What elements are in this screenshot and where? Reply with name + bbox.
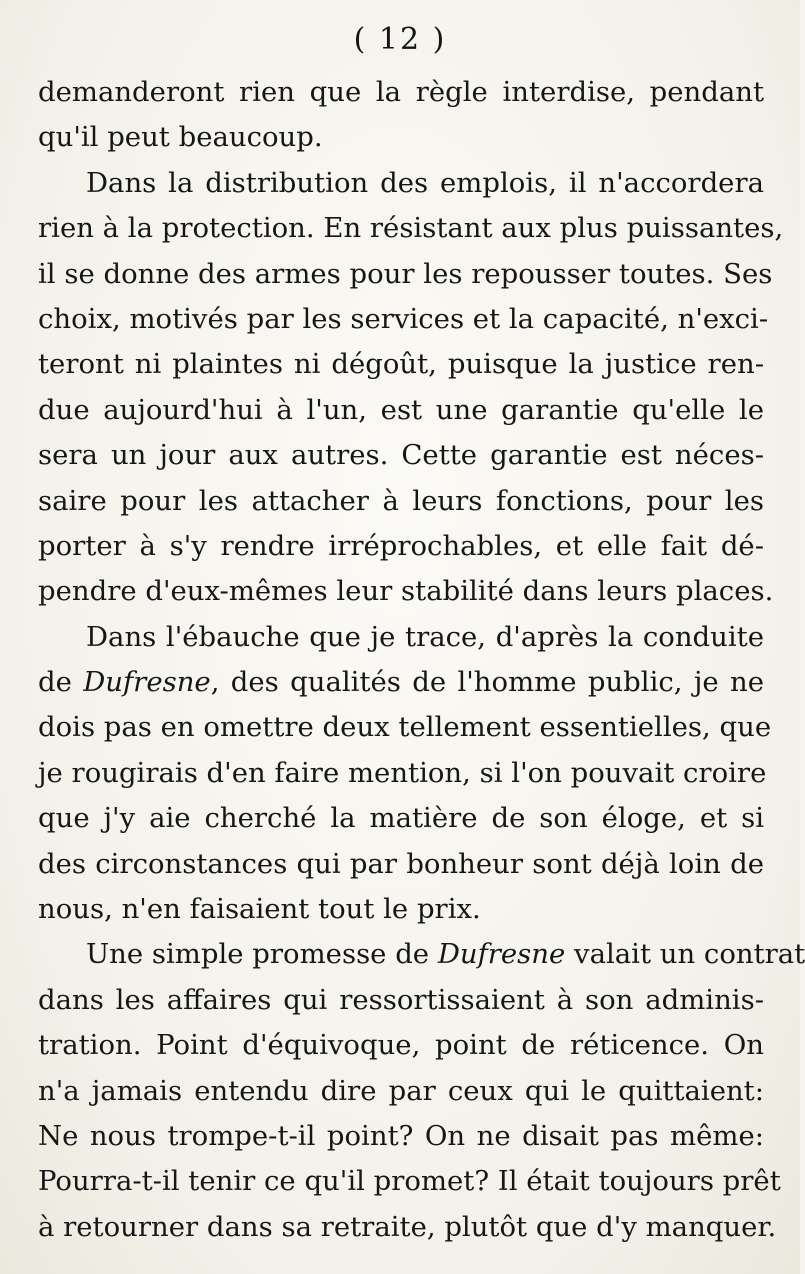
text-fragment: de (38, 666, 84, 699)
text-line: demanderont rien que la règle interdise, pendant (38, 76, 764, 108)
text-line: Dans l'ébauche que je trace, d'après la conduite (86, 620, 764, 653)
text-line: saire pour les attacher à leurs fonctions, pour les (38, 484, 764, 517)
text-line: teront ni plaintes ni dégoût, puisque la justice ren- (38, 348, 764, 381)
text-line: il se donne des armes pour les repousser toutes. Ses (38, 257, 773, 290)
text-line: choix, motivés par les services et la capacité, n'exci- (38, 302, 769, 335)
text-line: nous, n'en faisaient tout le prix. (38, 893, 481, 926)
text-fragment: Une simple promesse de (86, 938, 438, 971)
proper-name: Dufresne (83, 666, 211, 699)
text-line: dois pas en omettre deux tellement essentielles, que (38, 711, 772, 744)
text-fragment: , des qualités de l'homme public, je ne (210, 666, 764, 699)
text-line: due aujourd'hui à l'un, est une garantie qu'elle le (38, 393, 764, 426)
text-line: porter à s'y rendre irréprochables, et elle fait dé- (38, 529, 764, 562)
text-line-with-name (38, 660, 764, 705)
text-line: pendre d'eux-mêmes leur stabilité dans leurs places. (38, 575, 774, 608)
text-fragment: valait un contrat (565, 938, 805, 971)
text-line: sera un jour aux autres. Cette garantie est néces- (38, 439, 764, 472)
text-line: à retourner dans sa retraite, plutôt que d'y manquer. (38, 1210, 777, 1243)
text-line: Pourra-t-il tenir ce qu'il promet? Il était toujours prêt (38, 1165, 781, 1198)
text-line-with-name (38, 932, 805, 977)
text-line: Dans la distribution des emplois, il n'accordera (86, 166, 764, 199)
text-line: des circonstances qui par bonheur sont déjà loin de (38, 847, 764, 880)
text-line: qu'il peut beaucoup. (38, 121, 323, 154)
text-line: tration. Point d'équivoque, point de réticence. On (38, 1029, 764, 1062)
text-line: Ne nous trompe-t-il point? On ne disait pas même: (38, 1119, 764, 1152)
text-line: dans les affaires qui ressortissaient à son adminis- (38, 983, 764, 1016)
proper-name: Dufresne (437, 938, 566, 971)
text-line: rien à la protection. En résistant aux plus puissantes, (38, 212, 784, 245)
text-line: que j'y aie cherché la matière de son éloge, et si (38, 802, 764, 835)
page-number: ( 12 ) (353, 22, 447, 57)
body-text (38, 70, 805, 1250)
text-line: n'a jamais entendu dire par ceux qui le quittaient: (38, 1074, 764, 1107)
text-line: je rougirais d'en faire mention, si l'on pouvait croire (38, 756, 767, 789)
